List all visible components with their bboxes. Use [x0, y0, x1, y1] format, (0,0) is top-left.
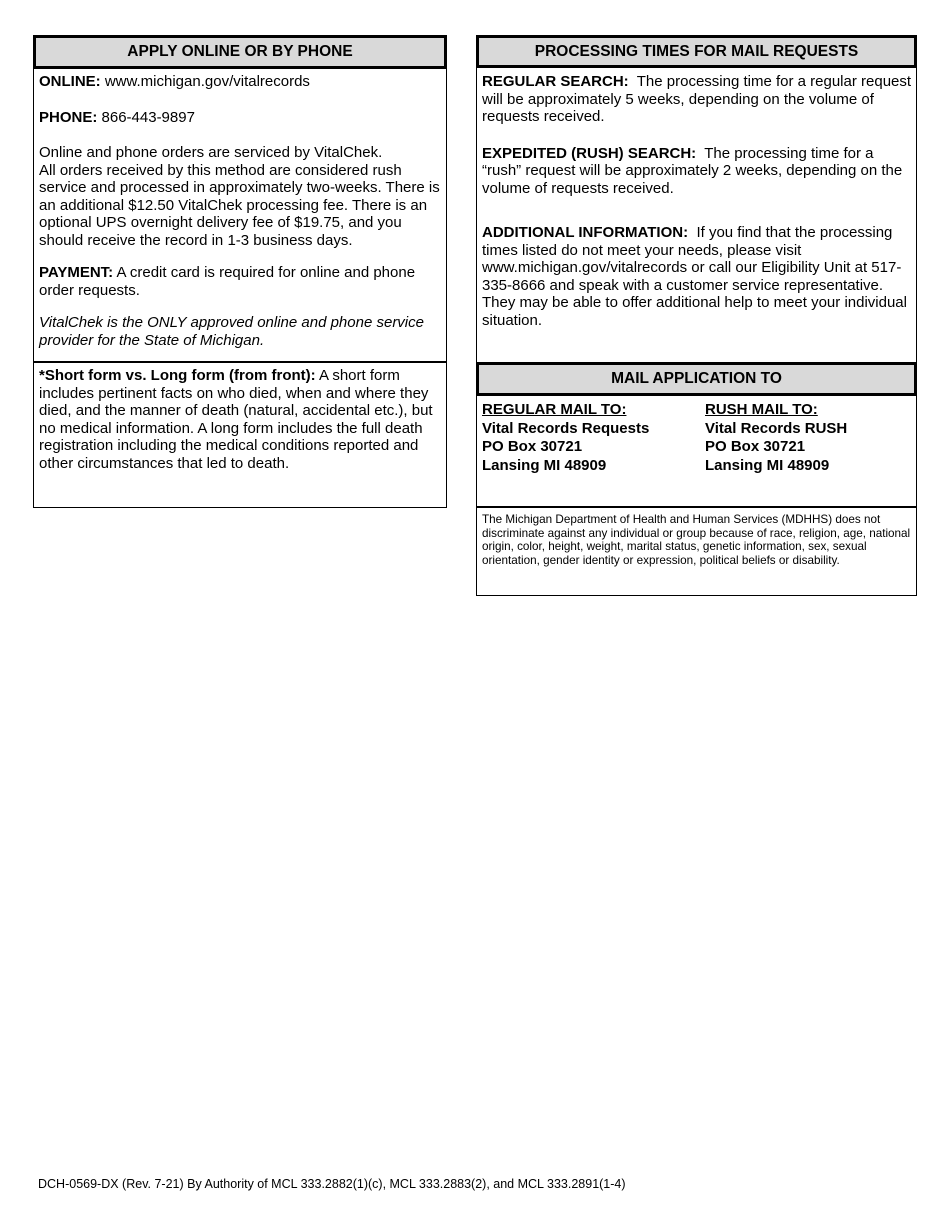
regular-mail-address	[482, 401, 697, 475]
short-form-label: *Short form vs. Long form (from front):	[39, 367, 316, 384]
mail-application-header: MAIL APPLICATION TO	[476, 362, 917, 396]
apply-online-content	[39, 73, 443, 349]
regular-mail-line2: PO Box 30721	[482, 438, 583, 455]
vitalchek-intro: Online and phone orders are serviced by VitalChek.	[39, 144, 383, 161]
regular-search-label: REGULAR SEARCH:	[482, 73, 629, 90]
apply-online-header: APPLY ONLINE OR BY PHONE	[33, 35, 447, 69]
vitalchek-approved-note: VitalChek is the ONLY approved online and phone service provider for the State of Michigan.	[39, 314, 424, 349]
nondiscrimination-statement: The Michigan Department of Health and Human Services (MDHHS) does not discriminate against any individual or group because of race, religion, age, national origin, color, height, weight, marital status, genetic information, sex, sexual orientation, gender identity or expression, political beliefs or disability.	[482, 513, 911, 567]
online-label: ONLINE:	[39, 73, 101, 90]
regular-search-text: The processing time for a regular request will be approximately 5 weeks, depending on the volume of requests received.	[482, 73, 912, 125]
mail-divider	[476, 506, 917, 508]
rush-mail-title: RUSH MAIL TO:	[705, 401, 818, 418]
short-form-text: A short form includes pertinent facts on who died, when and where they died, and the manner of death (natural, accidental etc.), but no medical information. A long form includes the full death registration including the medical conditions reported and other circumstances that led to death.	[39, 367, 433, 472]
regular-mail-line3: Lansing MI 48909	[482, 456, 607, 474]
form-footer: DCH-0569-DX (Rev. 7-21) By Authority of MCL 333.2882(1)(c), MCL 333.2883(2), and MCL 333.2891(1-4)	[38, 1177, 626, 1191]
expedited-search-label: EXPEDITED (RUSH) SEARCH:	[482, 144, 697, 162]
regular-mail-line1: Vital Records Requests	[482, 419, 650, 437]
payment-text: A credit card is required for online and phone order requests.	[39, 264, 416, 299]
expedited-search-text: The processing time for a “rush” request will be approximately 2 weeks, depending on the volume of requests received.	[482, 144, 903, 197]
online-url: www.michigan.gov/vitalrecords	[104, 73, 310, 90]
processing-times-content	[482, 73, 912, 329]
rush-mail-address	[705, 401, 910, 475]
phone-number: 866-443-9897	[101, 108, 195, 126]
phone-label: PHONE:	[39, 108, 98, 126]
rush-mail-line2: PO Box 30721	[705, 438, 806, 455]
vitalchek-details: All orders received by this method are considered rush service and processed in approximately two-weeks. There is an additional $12.50 VitalChek processing fee. There is an optional UPS overnight delivery fee of $19.75, and you should receive the record in 1-3 business days.	[39, 161, 440, 249]
additional-info-label: ADDITIONAL INFORMATION:	[482, 224, 689, 241]
additional-info-text: If you find that the processing times listed do not meet your needs, please visit www.michigan.gov/vitalrecords or call our Eligibility Unit at 517-335-8666 and speak with a customer service representative. They may be able to offer additional help to meet your individual situation.	[482, 224, 907, 329]
payment-label: PAYMENT:	[39, 264, 114, 281]
rush-mail-line3: Lansing MI 48909	[705, 456, 830, 474]
rush-mail-line1: Vital Records RUSH	[705, 419, 848, 437]
processing-times-header: PROCESSING TIMES FOR MAIL REQUESTS	[476, 35, 917, 68]
short-vs-long-form	[39, 367, 445, 472]
left-divider	[33, 361, 447, 363]
regular-mail-title: REGULAR MAIL TO:	[482, 401, 627, 418]
